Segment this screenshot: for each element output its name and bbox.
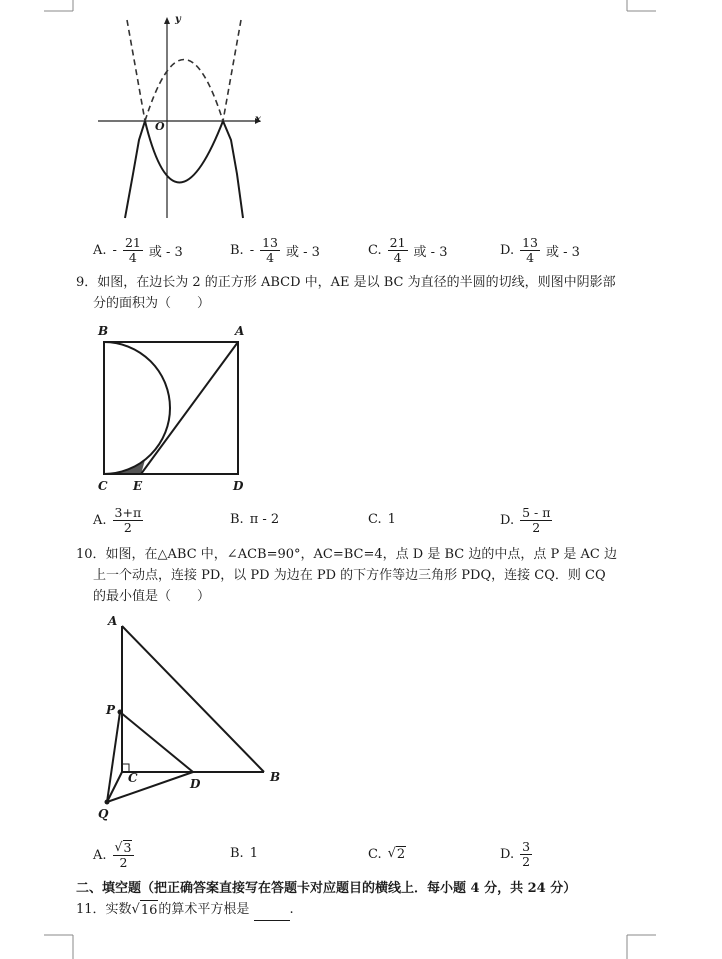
q10-option-c-sqrt: √ 2 (387, 846, 406, 862)
q10-label-d: D (190, 777, 201, 791)
q8-option-d-fraction: $\frac{13}{4}$ (522, 235, 538, 265)
q10-question-line-1: 10．如图，在△ABC 中，∠ACB=90°，AC=BC=4，点 D 是 BC 边的中点，点 P 是 AC 边 (76, 547, 617, 562)
q10-option-a: A. √ 3 2 (93, 840, 134, 870)
q10-label-b: B (270, 770, 281, 784)
q8-option-d: D. $\frac{13}{4}$ 或 - 3 (500, 235, 580, 265)
q11-sqrt: √ 16 (132, 900, 159, 921)
q9-label-e: E (133, 479, 143, 493)
q10-question-line-2: 上一个动点，连接 PD，以 PD 为边在 PD 的下方作等边三角形 PDQ，连接 CQ．则 CQ (93, 568, 606, 583)
q11-answer-blank[interactable] (254, 906, 290, 921)
q8-y-axis-label: y (175, 14, 181, 25)
q10-option-d: D. $\frac{3}{2}$ (500, 839, 531, 869)
q8-option-c-fraction: $\frac{21}{4}$ (389, 235, 406, 265)
q9-question-line-1: 9．如图，在边长为 2 的正方形 ABCD 中，AE 是以 BC 为直径的半圆的切线，则图中阴影部 (76, 275, 616, 290)
crop-mark-top-right (626, 0, 656, 12)
q8-option-a-fraction: $\frac{21}{4}$ (124, 235, 141, 265)
q9-figure (92, 322, 252, 498)
q8-option-c: C. $\frac{21}{4}$ 或 - 3 (368, 235, 448, 265)
q8-option-b: B. - $\frac{13}{4}$ 或 - 3 (230, 235, 320, 265)
q8-graph (95, 14, 265, 220)
q8-origin-label: O (155, 120, 165, 133)
q8-option-b-fraction: $\frac{13}{4}$ (262, 235, 278, 265)
q8-x-axis-label: x (255, 114, 261, 125)
q10-label-a: A (108, 614, 118, 628)
q10-question-line-3: 的最小值是（ ） (93, 589, 211, 604)
q10-label-c: C (128, 771, 138, 785)
q9-label-d: D (233, 479, 244, 493)
q11-question: 11．实数 √ 16 的算术平方根是 . (76, 900, 294, 921)
q9-option-d: D. $\frac{5 - \pi}{2}$ (500, 505, 551, 535)
q10-label-p: P (106, 703, 116, 717)
crop-mark-bottom-left (44, 934, 74, 959)
q9-option-a: A. $\frac{3+\pi}{2}$ (93, 505, 142, 535)
q8-option-a: A. - $\frac{21}{4}$ 或 - 3 (93, 235, 183, 265)
crop-mark-top-left (44, 0, 74, 12)
q9-option-b: B. π - 2 (230, 512, 280, 527)
crop-mark-bottom-right (626, 934, 656, 959)
q10-figure (98, 614, 288, 826)
q10-option-d-fraction: $\frac{3}{2}$ (522, 839, 531, 869)
q9-label-a: A (235, 324, 245, 338)
section-2-heading: 二、填空题（把正确答案直接写在答题卡对应题目的横线上．每小题 4 分，共 24 分） (76, 881, 577, 896)
q9-option-a-fraction: $\frac{3+\pi}{2}$ (114, 505, 142, 535)
q9-option-c: C. 1 (368, 512, 396, 527)
q10-option-b: B. 1 (230, 846, 258, 861)
q9-option-d-fraction: $\frac{5 - \pi}{2}$ (522, 505, 551, 535)
q10-label-q: Q (98, 807, 109, 821)
q10-option-c: C. √ 2 (368, 846, 406, 862)
q10-option-a-fraction: √ 3 2 (113, 840, 135, 870)
q9-question-line-2: 分的面积为（ ） (93, 296, 211, 311)
q9-label-b: B (98, 324, 109, 338)
q9-label-c: C (98, 479, 108, 493)
